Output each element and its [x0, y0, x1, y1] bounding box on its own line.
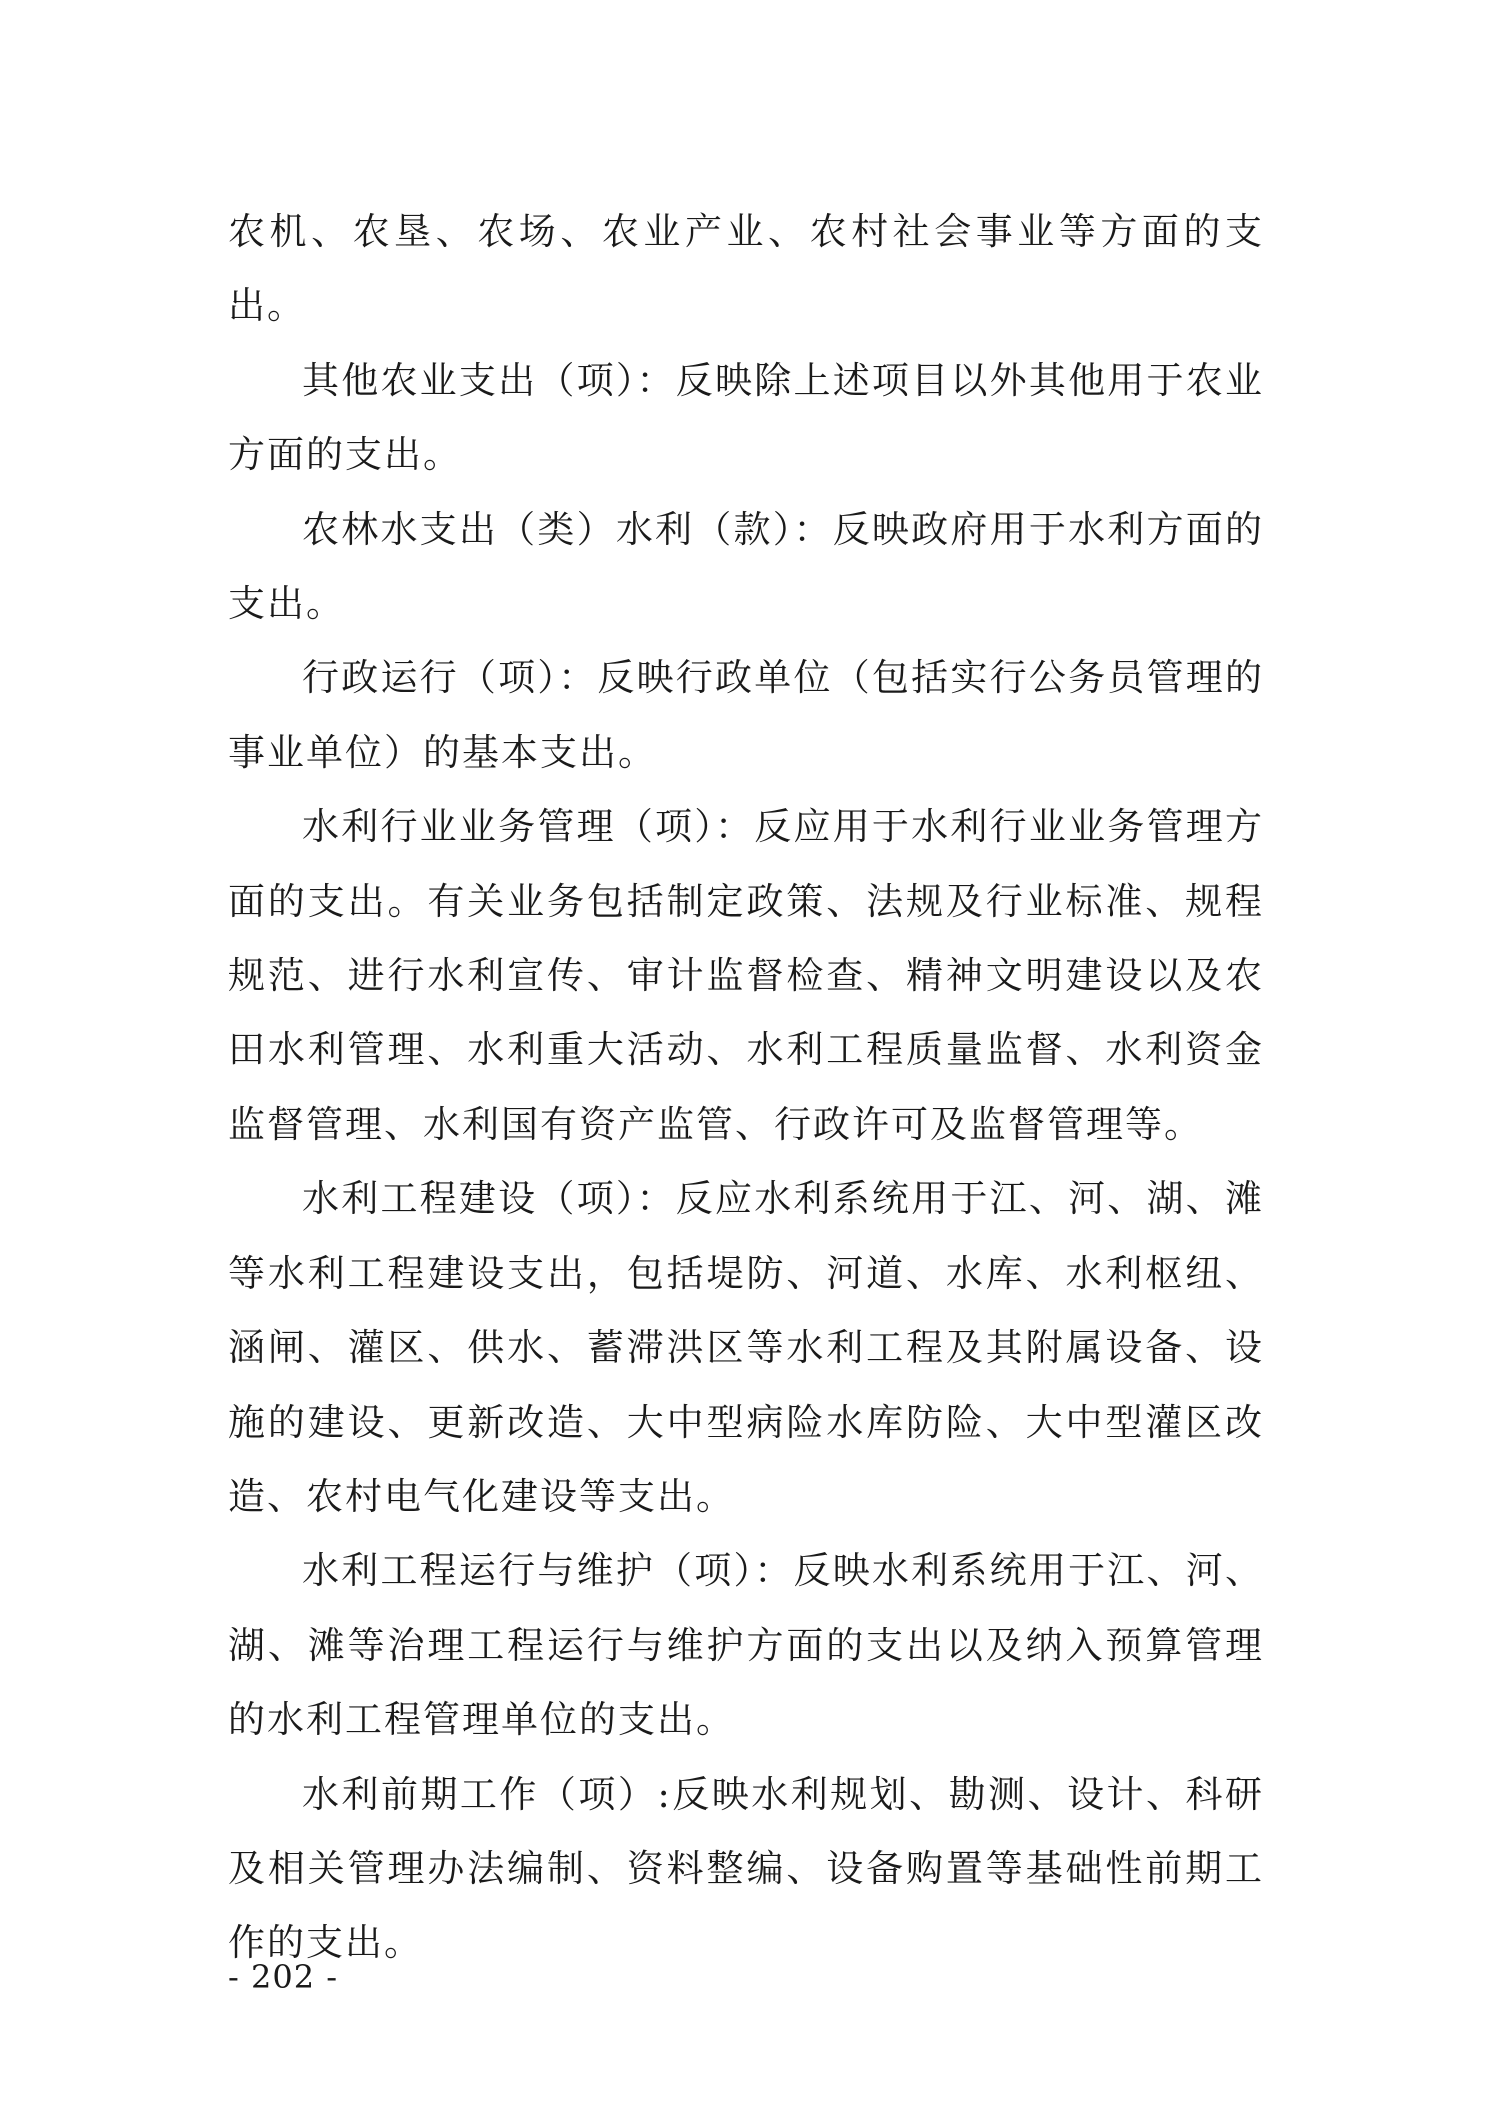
paragraph-continuation: 农机、农垦、农场、农业产业、农村社会事业等方面的支出。	[228, 210, 1264, 328]
paragraph-industry-management: 水利行业业务管理（项）：反应用于水利行业业务管理方面的支出。有关业务包括制定政策、法规及行业标准、规程规范、进行水利宣传、审计监督检查、精神文明建设以及农田水利管理、水利重大活动、水利工程质量监督、水利资金监督管理、水利国有资产监管、行政许可及监督管理等。	[228, 805, 1264, 1146]
paragraph-other-agriculture: 其他农业支出（项）：反映除上述项目以外其他用于农业方面的支出。	[228, 358, 1264, 477]
paragraph-water-conservancy: 农林水支出（类）水利（款）：反映政府用于水利方面的支出。	[228, 507, 1264, 626]
paragraph-operation-maintenance: 水利工程运行与维护（项）：反映水利系统用于江、河、湖、滩等治理工程运行与维护方面的支出以及纳入预算管理的水利工程管理单位的支出。	[228, 1549, 1264, 1742]
paragraph-engineering-construction: 水利工程建设（项）：反应水利系统用于江、河、湖、滩等水利工程建设支出，包括堤防、河道、水库、水利枢纽、涵闸、灌区、供水、蓄滞洪区等水利工程及其附属设备、设施的建设、更新改造、大中型病险水库防险、大中型灌区改造、农村电气化建设等支出。	[228, 1177, 1264, 1518]
page-number: - 202 -	[228, 1958, 339, 1996]
paragraph-preliminary-work: 水利前期工作（项）:反映水利规划、勘测、设计、科研及相关管理办法编制、资料整编、设备购置等基础性前期工作的支出。	[228, 1772, 1264, 1965]
body-text	[228, 195, 1264, 1981]
paragraph-administrative-operation: 行政运行（项）：反映行政单位（包括实行公务员管理的事业单位）的基本支出。	[228, 656, 1264, 774]
